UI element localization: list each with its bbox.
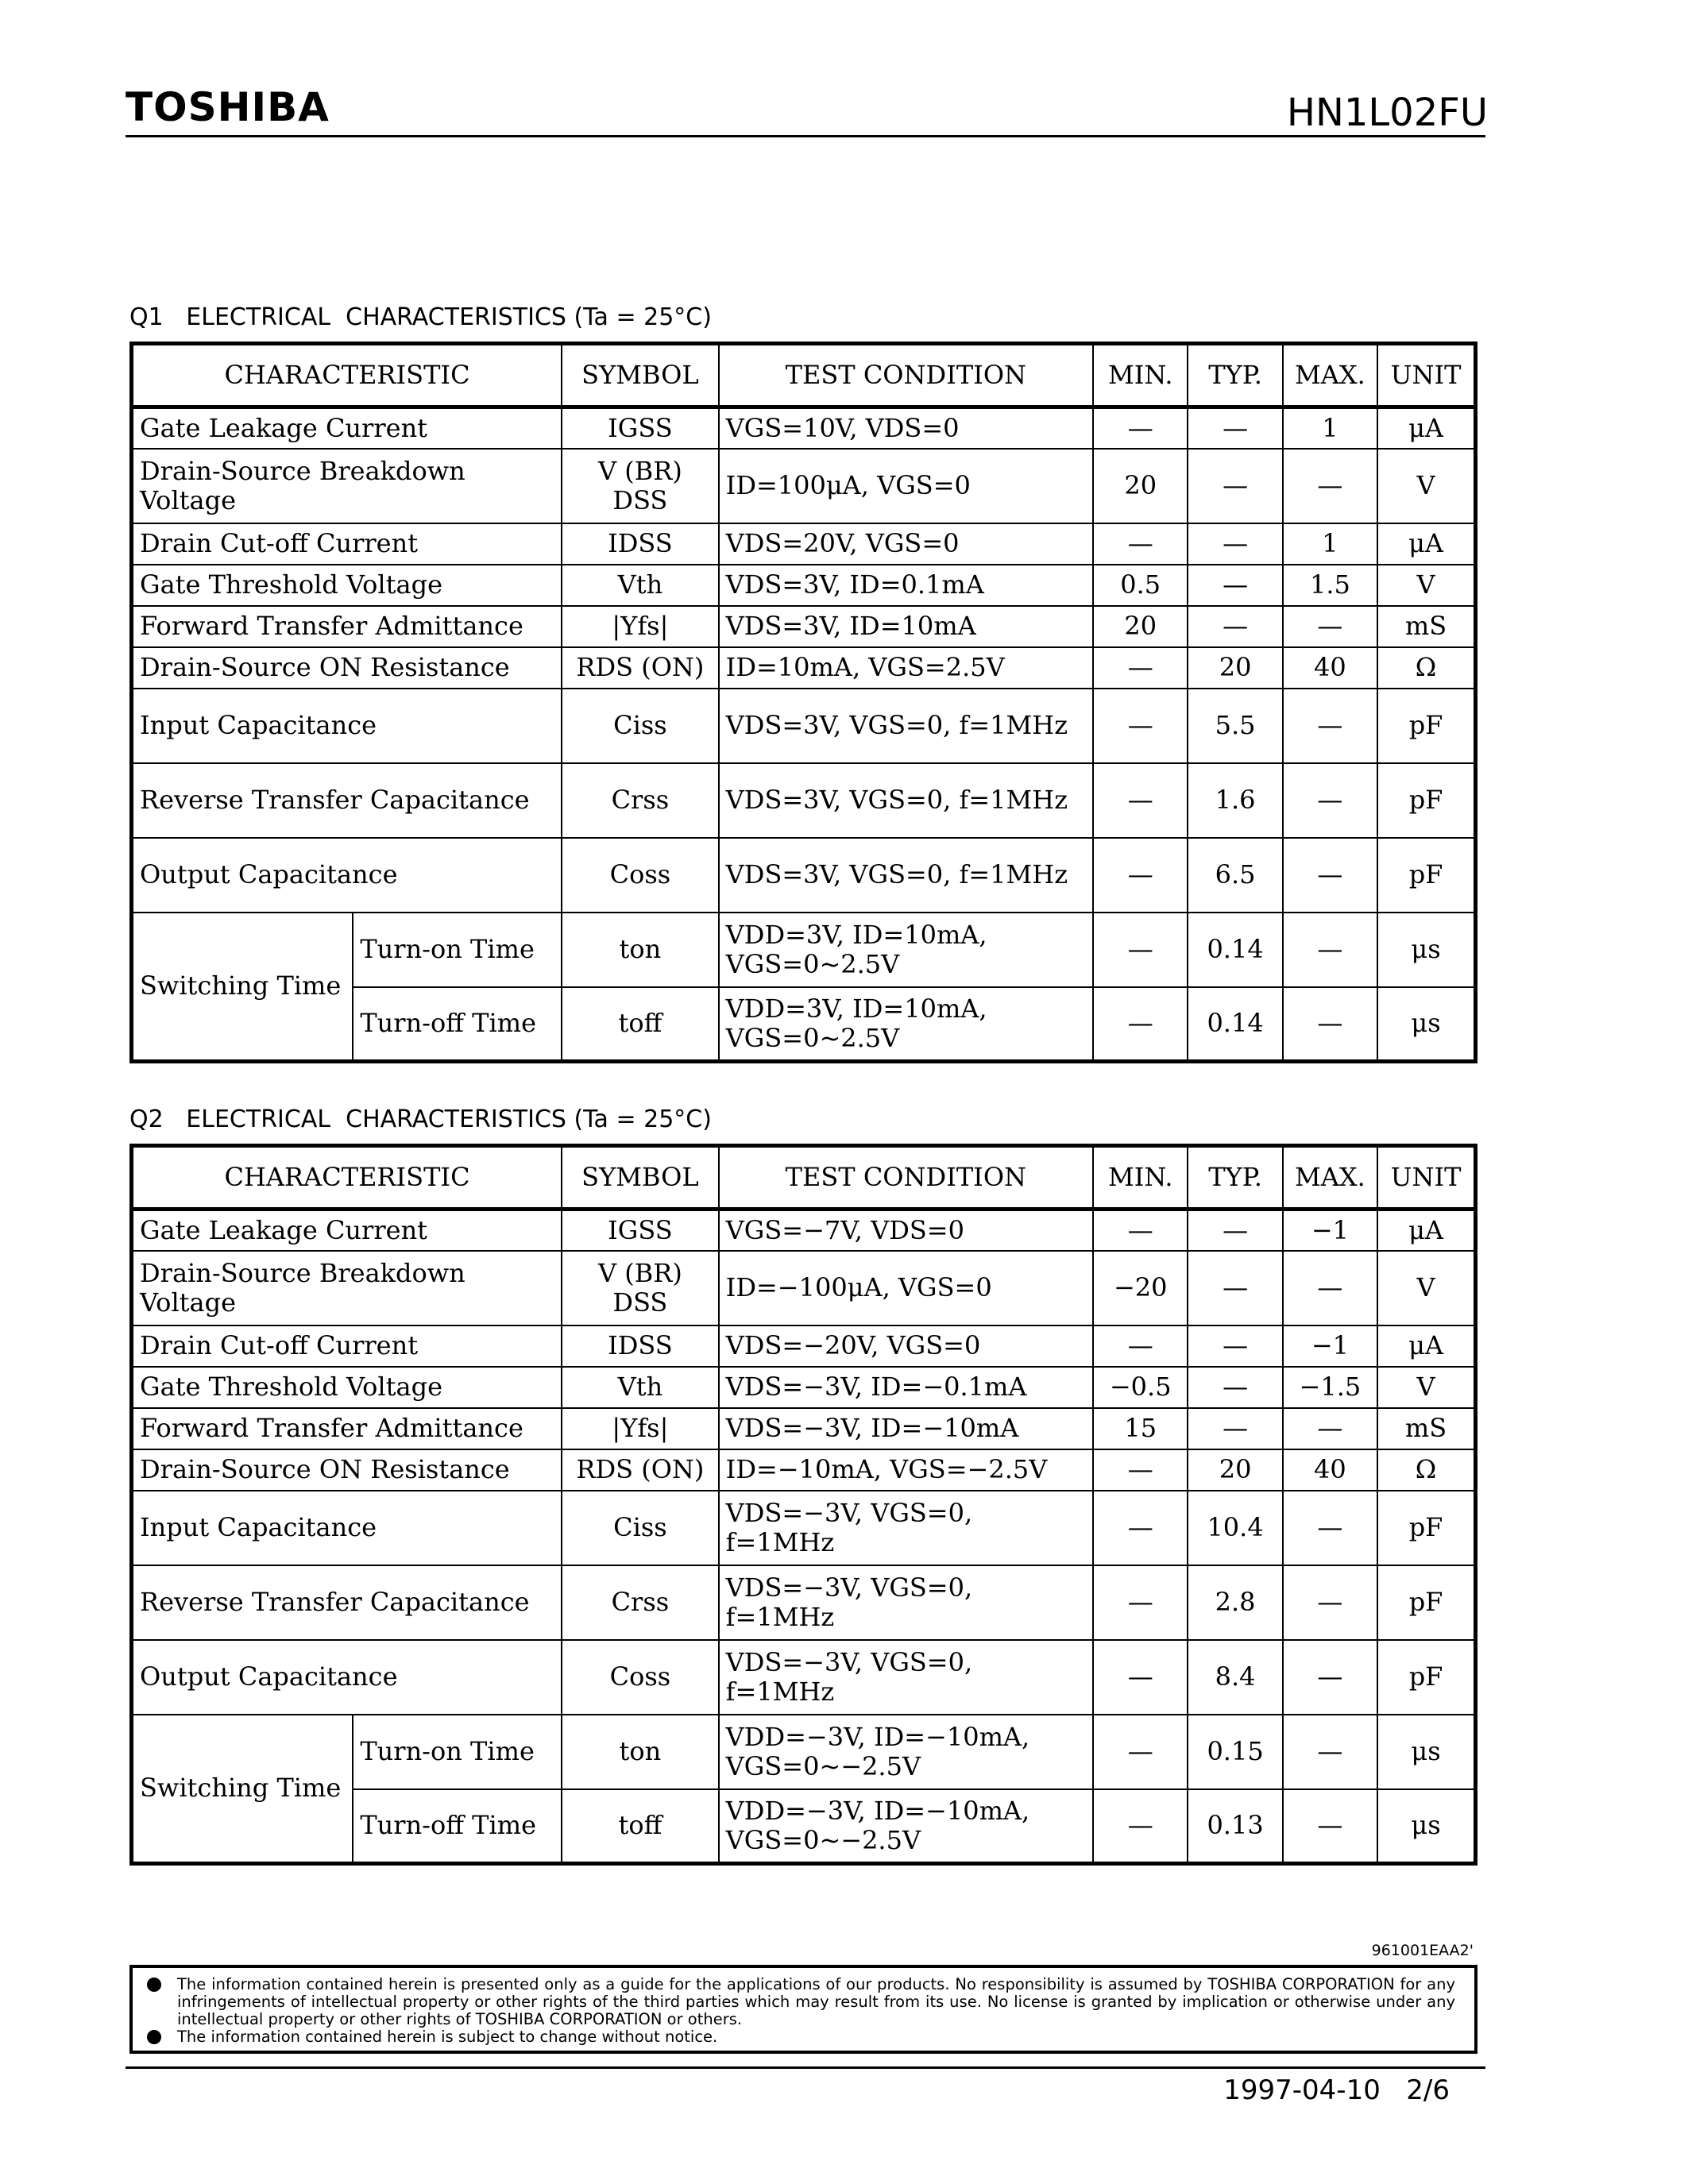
- cell-characteristic: Gate Threshold Voltage: [132, 565, 562, 606]
- cell-min: 15: [1093, 1408, 1188, 1449]
- cell-max: —: [1283, 1715, 1377, 1789]
- part-number: HN1L02FU: [1286, 91, 1488, 135]
- col-characteristic: CHARACTERISTIC: [132, 1146, 562, 1210]
- cell-max: −1: [1283, 1210, 1377, 1251]
- cell-condition: VGS=10V, VDS=0: [719, 407, 1093, 449]
- cell-condition: VDS=−3V, VGS=0, f=1MHz: [719, 1565, 1093, 1640]
- cell-min: 20: [1093, 449, 1188, 523]
- q2-spec-table: [129, 1144, 1477, 1866]
- cell-symbol: Crss: [562, 1565, 719, 1640]
- cell-symbol: IGSS: [562, 407, 719, 449]
- cell-sub-characteristic: Turn-on Time: [353, 1715, 562, 1789]
- cell-condition: VDS=3V, VGS=0, f=1MHz: [719, 689, 1093, 763]
- cell-condition: VDS=20V, VGS=0: [719, 523, 1093, 565]
- cell-typ: —: [1188, 1325, 1282, 1367]
- cell-min: —: [1093, 689, 1188, 763]
- table-row: [132, 1640, 1476, 1715]
- cell-min: —: [1093, 1210, 1188, 1251]
- cell-condition: VDS=−3V, VGS=0, f=1MHz: [719, 1640, 1093, 1715]
- cell-max: —: [1283, 763, 1377, 838]
- cell-condition: VDS=3V, VGS=0, f=1MHz: [719, 838, 1093, 913]
- cell-symbol: Vth: [562, 1367, 719, 1408]
- cell-unit: pF: [1377, 689, 1475, 763]
- q1-section-title: Q1 ELECTRICAL CHARACTERISTICS (Ta = 25°C): [129, 303, 712, 331]
- col-test-condition: TEST CONDITION: [719, 1146, 1093, 1210]
- cell-typ: —: [1188, 606, 1282, 647]
- cell-min: —: [1093, 523, 1188, 565]
- cell-condition: VGS=−7V, VDS=0: [719, 1210, 1093, 1251]
- cell-unit: pF: [1377, 1565, 1475, 1640]
- cell-characteristic: Gate Leakage Current: [132, 407, 562, 449]
- disclaimer-item: [177, 2028, 1455, 2046]
- cell-max: 40: [1283, 647, 1377, 689]
- cell-characteristic: Drain-Source ON Resistance: [132, 1449, 562, 1491]
- cell-condition: VDS=3V, ID=0.1mA: [719, 565, 1093, 606]
- cell-characteristic: Output Capacitance: [132, 1640, 562, 1715]
- cell-typ: 20: [1188, 647, 1282, 689]
- cell-symbol: toff: [562, 987, 719, 1062]
- cell-symbol: V (BR) DSS: [562, 449, 719, 523]
- cell-condition: VDS=−3V, VGS=0, f=1MHz: [719, 1491, 1093, 1565]
- table-row: [132, 763, 1476, 838]
- cell-condition: ID=10mA, VGS=2.5V: [719, 647, 1093, 689]
- cell-condition: VDS=3V, ID=10mA: [719, 606, 1093, 647]
- cell-characteristic: Input Capacitance: [132, 1491, 562, 1565]
- cell-min: −20: [1093, 1251, 1188, 1325]
- col-max: MAX.: [1283, 344, 1377, 407]
- cell-min: —: [1093, 1449, 1188, 1491]
- cell-characteristic: Forward Transfer Admittance: [132, 606, 562, 647]
- col-max: MAX.: [1283, 1146, 1377, 1210]
- cell-typ: 0.15: [1188, 1715, 1282, 1789]
- cell-max: —: [1283, 689, 1377, 763]
- cell-typ: 1.6: [1188, 763, 1282, 838]
- cell-min: —: [1093, 647, 1188, 689]
- cell-symbol: ton: [562, 1715, 719, 1789]
- cell-symbol: Crss: [562, 763, 719, 838]
- cell-condition: VDD=−3V, ID=−10mA, VGS=0~−2.5V: [719, 1715, 1093, 1789]
- table-row: [132, 606, 1476, 647]
- disclaimer-text: The information contained herein is presented only as a guide for the applications of our products. No responsibility is assumed by TOSHIBA CORPORATION for any infringements of intellectual property or other rights of the third parties which may result from its use. No license is granted by implication or otherwise under any intellectual property or other rights of TOSHIBA CORPORATION or others.: [177, 1975, 1455, 2028]
- cell-typ: 0.14: [1188, 987, 1282, 1062]
- table-row: [132, 1325, 1476, 1367]
- col-unit: UNIT: [1377, 1146, 1475, 1210]
- cell-unit: V: [1377, 565, 1475, 606]
- brand-logo: TOSHIBA: [126, 84, 330, 130]
- cell-min: −0.5: [1093, 1367, 1188, 1408]
- cell-typ: 0.13: [1188, 1789, 1282, 1864]
- q1-spec-table: [129, 341, 1477, 1063]
- table-row: [132, 647, 1476, 689]
- cell-typ: —: [1188, 449, 1282, 523]
- cell-characteristic: Gate Leakage Current: [132, 1210, 562, 1251]
- cell-characteristic: Reverse Transfer Capacitance: [132, 763, 562, 838]
- cell-max: —: [1283, 1640, 1377, 1715]
- cell-characteristic: Input Capacitance: [132, 689, 562, 763]
- col-min: MIN.: [1093, 1146, 1188, 1210]
- cell-characteristic: Output Capacitance: [132, 838, 562, 913]
- cell-max: —: [1283, 1565, 1377, 1640]
- table-row: [132, 565, 1476, 606]
- table-row: [132, 1408, 1476, 1449]
- cell-unit: pF: [1377, 1491, 1475, 1565]
- cell-max: —: [1283, 1251, 1377, 1325]
- cell-sub-characteristic: Turn-on Time: [353, 913, 562, 987]
- cell-characteristic: Reverse Transfer Capacitance: [132, 1565, 562, 1640]
- cell-unit: mS: [1377, 606, 1475, 647]
- cell-typ: 20: [1188, 1449, 1282, 1491]
- col-symbol: SYMBOL: [562, 1146, 719, 1210]
- footer-page: 2/6: [1406, 2074, 1450, 2106]
- col-typ: TYP.: [1188, 1146, 1282, 1210]
- cell-min: —: [1093, 407, 1188, 449]
- col-characteristic: CHARACTERISTIC: [132, 344, 562, 407]
- cell-symbol: Vth: [562, 565, 719, 606]
- table-row: [132, 1565, 1476, 1640]
- cell-unit: μs: [1377, 1789, 1475, 1864]
- cell-symbol: ton: [562, 913, 719, 987]
- cell-symbol: Coss: [562, 1640, 719, 1715]
- cell-symbol: IGSS: [562, 1210, 719, 1251]
- cell-characteristic: Drain-Source Breakdown Voltage: [132, 449, 562, 523]
- cell-typ: —: [1188, 407, 1282, 449]
- cell-typ: 8.4: [1188, 1640, 1282, 1715]
- cell-max: −1: [1283, 1325, 1377, 1367]
- cell-typ: 6.5: [1188, 838, 1282, 913]
- cell-max: 1: [1283, 523, 1377, 565]
- table-row: [132, 689, 1476, 763]
- cell-characteristic: Drain-Source Breakdown Voltage: [132, 1251, 562, 1325]
- cell-min: —: [1093, 987, 1188, 1062]
- table-row: [132, 838, 1476, 913]
- bullet-icon: [147, 1978, 161, 1992]
- cell-typ: 10.4: [1188, 1491, 1282, 1565]
- cell-typ: —: [1188, 1367, 1282, 1408]
- cell-typ: —: [1188, 1210, 1282, 1251]
- cell-min: —: [1093, 763, 1188, 838]
- cell-unit: μs: [1377, 913, 1475, 987]
- cell-unit: μA: [1377, 407, 1475, 449]
- table-row: [132, 1491, 1476, 1565]
- table-row: [132, 449, 1476, 523]
- cell-condition: VDS=−3V, ID=−10mA: [719, 1408, 1093, 1449]
- document-id: 961001EAA2': [1371, 1942, 1474, 1959]
- cell-unit: pF: [1377, 763, 1475, 838]
- cell-typ: —: [1188, 1251, 1282, 1325]
- disclaimer-box: [129, 1965, 1477, 2054]
- cell-max: —: [1283, 1491, 1377, 1565]
- cell-unit: V: [1377, 1367, 1475, 1408]
- table-row: [132, 407, 1476, 449]
- cell-sub-characteristic: Turn-off Time: [353, 1789, 562, 1864]
- cell-unit: Ω: [1377, 1449, 1475, 1491]
- cell-sub-characteristic: Turn-off Time: [353, 987, 562, 1062]
- cell-min: —: [1093, 1325, 1188, 1367]
- cell-min: —: [1093, 1789, 1188, 1864]
- cell-unit: μA: [1377, 523, 1475, 565]
- cell-unit: μA: [1377, 1325, 1475, 1367]
- cell-characteristic: Drain Cut-off Current: [132, 1325, 562, 1367]
- cell-unit: V: [1377, 449, 1475, 523]
- cell-symbol: V (BR) DSS: [562, 1251, 719, 1325]
- col-symbol: SYMBOL: [562, 344, 719, 407]
- col-unit: UNIT: [1377, 344, 1475, 407]
- col-typ: TYP.: [1188, 344, 1282, 407]
- cell-typ: —: [1188, 523, 1282, 565]
- cell-max: —: [1283, 1408, 1377, 1449]
- footer: [1223, 2074, 1450, 2106]
- cell-typ: —: [1188, 565, 1282, 606]
- cell-condition: VDD=3V, ID=10mA, VGS=0~2.5V: [719, 913, 1093, 987]
- cell-characteristic: Gate Threshold Voltage: [132, 1367, 562, 1408]
- cell-min: —: [1093, 1715, 1188, 1789]
- footer-date: 1997-04-10: [1223, 2074, 1381, 2106]
- cell-condition: VDD=−3V, ID=−10mA, VGS=0~−2.5V: [719, 1789, 1093, 1864]
- footer-rule: [126, 2066, 1485, 2069]
- cell-characteristic: Forward Transfer Admittance: [132, 1408, 562, 1449]
- cell-condition: VDS=−20V, VGS=0: [719, 1325, 1093, 1367]
- cell-unit: μs: [1377, 987, 1475, 1062]
- cell-symbol: Ciss: [562, 1491, 719, 1565]
- cell-max: 1.5: [1283, 565, 1377, 606]
- disclaimer-item: [177, 1976, 1455, 2028]
- cell-unit: Ω: [1377, 647, 1475, 689]
- cell-max: 40: [1283, 1449, 1377, 1491]
- col-min: MIN.: [1093, 344, 1188, 407]
- cell-min: —: [1093, 1640, 1188, 1715]
- cell-unit: mS: [1377, 1408, 1475, 1449]
- header-rule: [126, 135, 1485, 137]
- cell-unit: μA: [1377, 1210, 1475, 1251]
- cell-symbol: Ciss: [562, 689, 719, 763]
- bullet-icon: [147, 2030, 161, 2044]
- col-test-condition: TEST CONDITION: [719, 344, 1093, 407]
- cell-unit: μs: [1377, 1715, 1475, 1789]
- cell-max: —: [1283, 913, 1377, 987]
- cell-max: —: [1283, 838, 1377, 913]
- cell-switching-time: Switching Time: [132, 1715, 353, 1864]
- cell-symbol: |Yfs|: [562, 1408, 719, 1449]
- cell-switching-time: Switching Time: [132, 913, 353, 1062]
- table-row: [132, 913, 1476, 987]
- cell-typ: 2.8: [1188, 1565, 1282, 1640]
- cell-unit: pF: [1377, 1640, 1475, 1715]
- cell-max: 1: [1283, 407, 1377, 449]
- disclaimer-text: The information contained herein is subject to change without notice.: [177, 2028, 718, 2046]
- cell-max: —: [1283, 449, 1377, 523]
- cell-min: —: [1093, 838, 1188, 913]
- table-row: [132, 1449, 1476, 1491]
- table-row: [132, 1251, 1476, 1325]
- cell-symbol: toff: [562, 1789, 719, 1864]
- cell-unit: V: [1377, 1251, 1475, 1325]
- cell-min: 0.5: [1093, 565, 1188, 606]
- cell-condition: VDD=3V, ID=10mA, VGS=0~2.5V: [719, 987, 1093, 1062]
- cell-max: —: [1283, 606, 1377, 647]
- cell-min: 20: [1093, 606, 1188, 647]
- table-row: [132, 1715, 1476, 1789]
- q2-section-title: Q2 ELECTRICAL CHARACTERISTICS (Ta = 25°C): [129, 1106, 712, 1133]
- cell-characteristic: Drain-Source ON Resistance: [132, 647, 562, 689]
- cell-condition: VDS=−3V, ID=−0.1mA: [719, 1367, 1093, 1408]
- cell-max: —: [1283, 1789, 1377, 1864]
- cell-condition: ID=100μA, VGS=0: [719, 449, 1093, 523]
- cell-condition: VDS=3V, VGS=0, f=1MHz: [719, 763, 1093, 838]
- cell-symbol: RDS (ON): [562, 1449, 719, 1491]
- cell-symbol: IDSS: [562, 523, 719, 565]
- table-row: [132, 1210, 1476, 1251]
- cell-condition: ID=−100μA, VGS=0: [719, 1251, 1093, 1325]
- cell-condition: ID=−10mA, VGS=−2.5V: [719, 1449, 1093, 1491]
- cell-typ: —: [1188, 1408, 1282, 1449]
- cell-symbol: |Yfs|: [562, 606, 719, 647]
- cell-max: −1.5: [1283, 1367, 1377, 1408]
- cell-typ: 0.14: [1188, 913, 1282, 987]
- cell-symbol: RDS (ON): [562, 647, 719, 689]
- cell-unit: pF: [1377, 838, 1475, 913]
- cell-symbol: IDSS: [562, 1325, 719, 1367]
- cell-max: —: [1283, 987, 1377, 1062]
- cell-characteristic: Drain Cut-off Current: [132, 523, 562, 565]
- cell-min: —: [1093, 1491, 1188, 1565]
- cell-typ: 5.5: [1188, 689, 1282, 763]
- table-row: [132, 523, 1476, 565]
- cell-min: —: [1093, 1565, 1188, 1640]
- cell-min: —: [1093, 913, 1188, 987]
- table-row: [132, 1367, 1476, 1408]
- cell-symbol: Coss: [562, 838, 719, 913]
